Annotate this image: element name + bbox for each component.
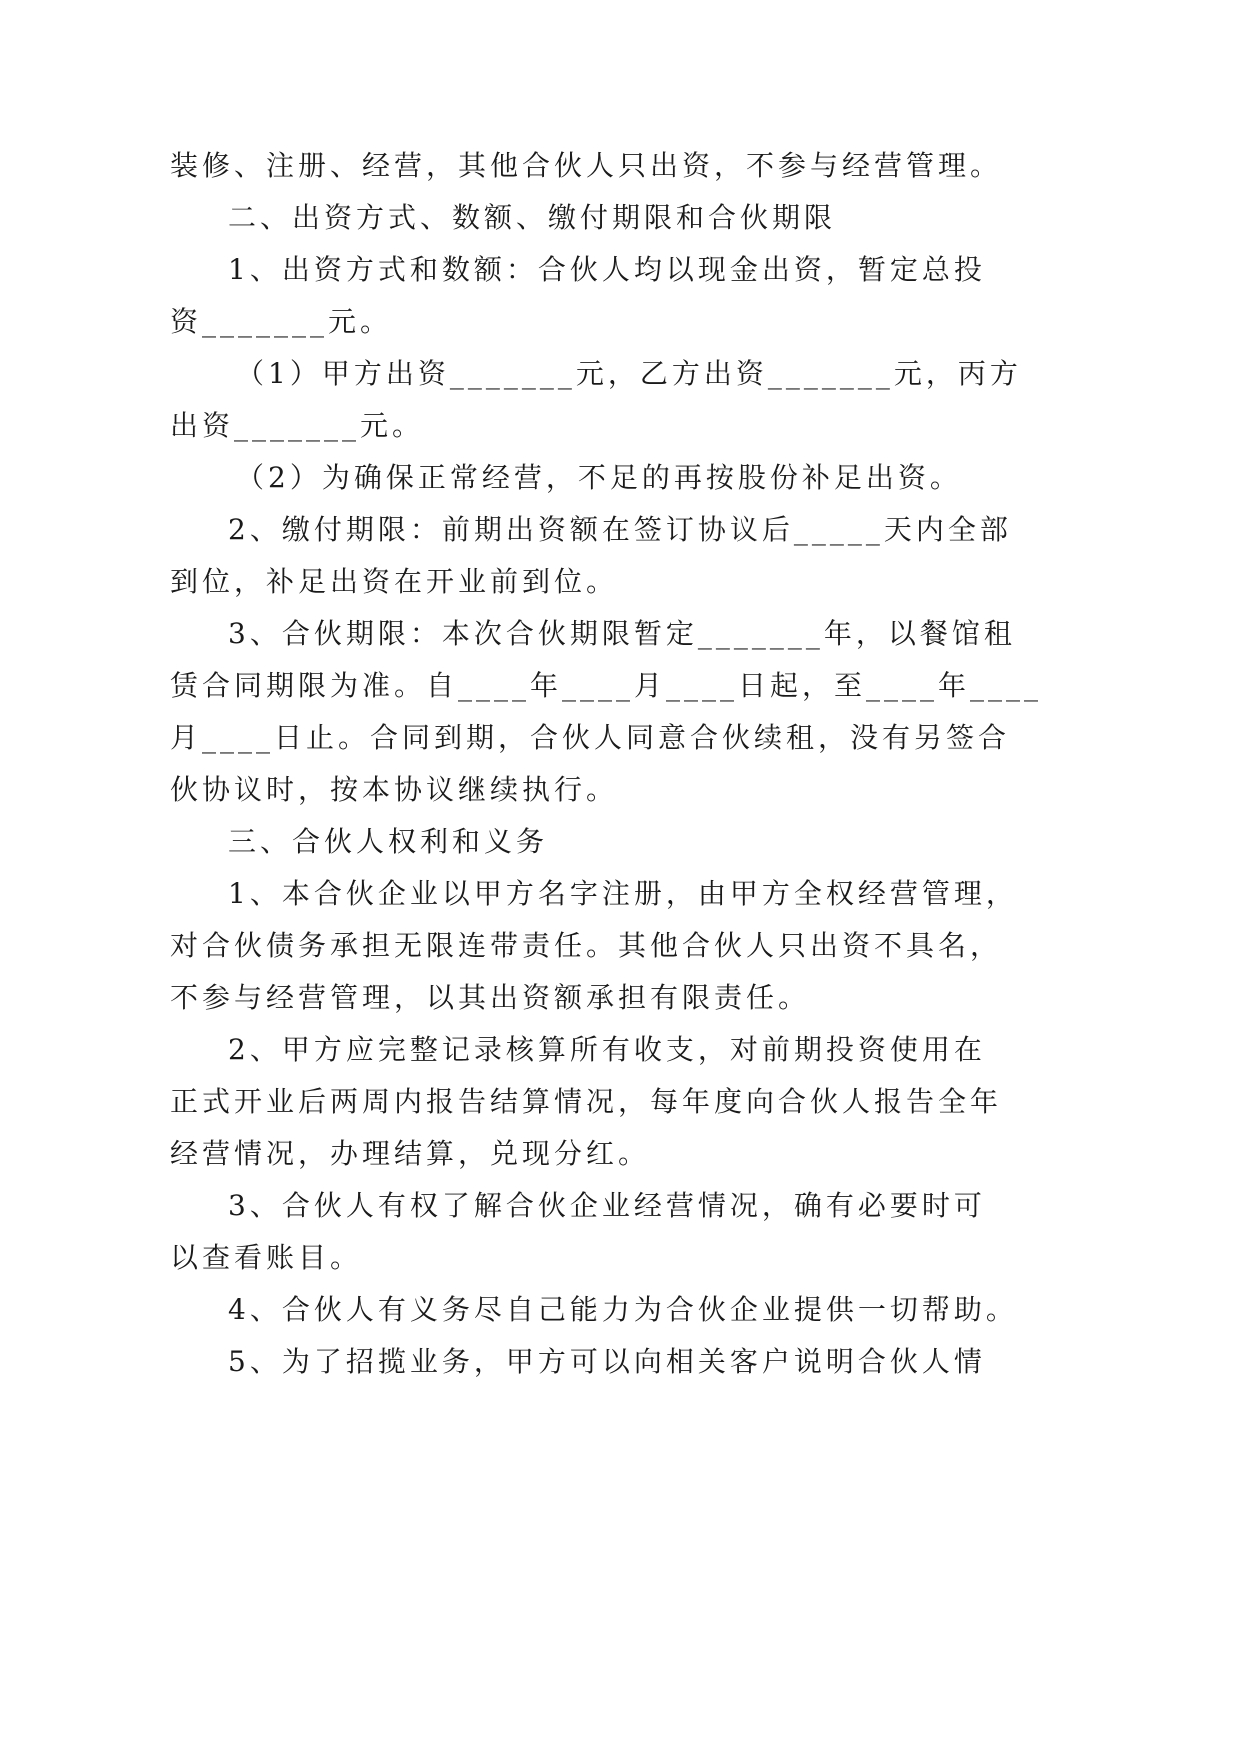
text-line: 赁合同期限为准。自____年____月____日起，至____年____ [170, 669, 1043, 702]
section-heading: 二、出资方式、数额、缴付期限和合伙期限 [228, 201, 837, 234]
text-line: 装修、注册、经营，其他合伙人只出资，不参与经营管理。 [170, 149, 1003, 182]
text-line: 月____日止。合同到期，合伙人同意合伙续租，没有另签合 [170, 721, 1011, 754]
text-line: 不参与经营管理，以其出资额承担有限责任。 [170, 981, 811, 1014]
text-line: 经营情况，办理结算，兑现分红。 [170, 1137, 651, 1170]
text-line: 伙协议时，按本协议继续执行。 [170, 773, 619, 806]
text-line: 出资_______元。 [170, 409, 425, 442]
text-line: 对合伙债务承担无限连带责任。其他合伙人只出资不具名， [170, 929, 1003, 962]
text-line: 资_______元。 [170, 305, 393, 338]
text-line: 以查看账目。 [170, 1241, 363, 1274]
text-line: 1、本合伙企业以甲方名字注册，由甲方全权经营管理， [228, 877, 1018, 910]
text-line: 3、合伙期限：本次合伙期限暂定_______年，以餐馆租 [228, 617, 1016, 650]
text-line: 5、为了招揽业务，甲方可以向相关客户说明合伙人情 [228, 1345, 986, 1378]
text-line: 3、合伙人有权了解合伙企业经营情况，确有必要时可 [228, 1189, 986, 1222]
text-line: 2、甲方应完整记录核算所有收支，对前期投资使用在 [228, 1033, 986, 1066]
text-line: （1）甲方出资_______元，乙方出资_______元，丙方 [236, 357, 1022, 390]
text-line: 4、合伙人有义务尽自己能力为合伙企业提供一切帮助。 [228, 1293, 1018, 1326]
text-line: 1、出资方式和数额：合伙人均以现金出资，暂定总投 [228, 253, 986, 286]
text-line: 到位，补足出资在开业前到位。 [170, 565, 619, 598]
section-heading: 三、合伙人权利和义务 [228, 825, 549, 858]
text-line: 正式开业后两周内报告结算情况，每年度向合伙人报告全年 [170, 1085, 1003, 1118]
text-line: （2）为确保正常经营，不足的再按股份补足出资。 [236, 461, 962, 494]
text-line: 2、缴付期限：前期出资额在签订协议后_____天内全部 [228, 513, 1012, 546]
